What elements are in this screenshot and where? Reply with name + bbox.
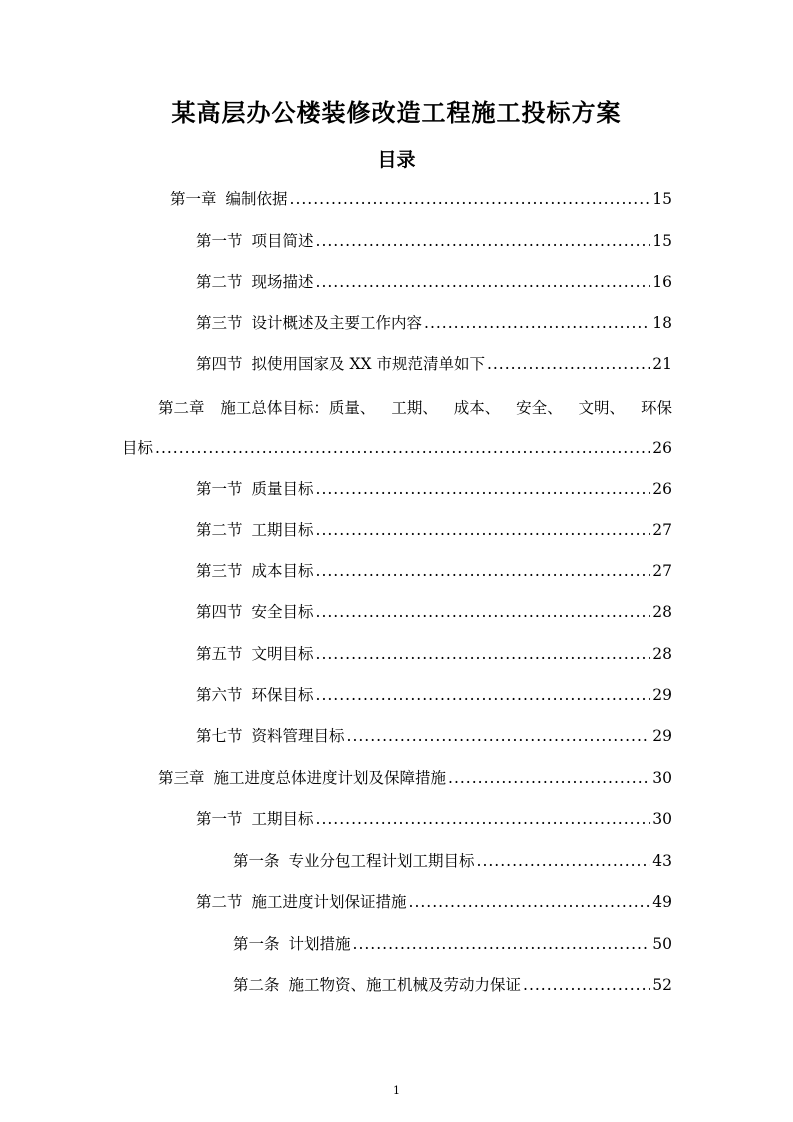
toc-entry-section[interactable] xyxy=(196,311,672,333)
toc-entry-section[interactable] xyxy=(196,352,672,374)
toc-number: 第四节 xyxy=(196,603,243,621)
toc-number: 第五节 xyxy=(196,645,243,663)
toc-leader xyxy=(409,893,651,911)
toc-entry-section[interactable] xyxy=(196,229,672,251)
toc-entry-section[interactable] xyxy=(196,600,672,622)
toc-number: 第二章 xyxy=(158,399,205,417)
toc-number: 第一章 xyxy=(170,190,217,208)
toc-title: 目标 xyxy=(122,439,154,457)
toc-entry-section[interactable] xyxy=(196,724,672,746)
toc-number: 第四节 xyxy=(196,355,243,373)
toc-page: 27 xyxy=(652,562,672,580)
toc-entry-chapter-line1[interactable] xyxy=(158,396,672,420)
toc-heading: 目录 xyxy=(377,149,416,171)
toc-leader xyxy=(316,562,651,580)
toc-entry-section[interactable] xyxy=(196,642,672,664)
toc-title: 工期目标 xyxy=(251,521,314,539)
toc-leader xyxy=(290,190,651,208)
page-number: 1 xyxy=(393,1084,400,1097)
toc-entry-section[interactable] xyxy=(196,477,672,499)
toc-leader xyxy=(448,769,650,787)
toc-page: 27 xyxy=(652,521,672,539)
toc-leader xyxy=(316,232,651,250)
toc-page: 29 xyxy=(652,727,672,745)
toc-title: 专业分包工程计划工期目标 xyxy=(288,852,475,870)
toc-leader xyxy=(316,521,651,539)
toc-page: 15 xyxy=(652,190,672,208)
toc-title: 编制依据 xyxy=(225,190,288,208)
toc-leader xyxy=(353,935,651,953)
toc-leader xyxy=(155,439,650,457)
toc-entry-article[interactable] xyxy=(233,973,672,995)
toc-leader xyxy=(316,273,651,291)
toc-page: 16 xyxy=(652,273,672,291)
toc-entry-section[interactable] xyxy=(196,270,672,292)
toc-page: 26 xyxy=(652,439,672,457)
toc-page: 26 xyxy=(652,480,672,498)
toc-entry-chapter[interactable] xyxy=(158,766,672,788)
toc-title-part: 安全、 xyxy=(516,399,563,417)
toc-leader xyxy=(316,603,651,621)
toc-title: 计划措施 xyxy=(288,935,351,953)
toc-number: 第三节 xyxy=(196,562,243,580)
toc-leader xyxy=(487,355,650,373)
toc-title: 成本目标 xyxy=(251,562,314,580)
toc-page: 50 xyxy=(652,935,672,953)
toc-title: 工期目标 xyxy=(251,810,314,828)
toc-number: 第一节 xyxy=(196,810,243,828)
toc-leader xyxy=(477,852,651,870)
toc-title: 现场描述 xyxy=(251,273,314,291)
toc-leader xyxy=(316,686,651,704)
toc-entry-section[interactable] xyxy=(196,518,672,540)
toc-page: 18 xyxy=(652,314,672,332)
toc-leader xyxy=(316,645,651,663)
toc-entry-section[interactable] xyxy=(196,683,672,705)
toc-page: 15 xyxy=(652,232,672,250)
toc-title: 质量目标 xyxy=(251,480,314,498)
toc-number: 第二节 xyxy=(196,273,243,291)
toc-entry-section[interactable] xyxy=(196,890,672,912)
toc-title: 设计概述及主要工作内容 xyxy=(251,314,423,332)
toc-number: 第一条 xyxy=(233,852,280,870)
toc-entry-article[interactable] xyxy=(233,932,672,954)
toc-leader xyxy=(424,314,650,332)
toc-number: 第二节 xyxy=(196,521,243,539)
toc-title: 施工物资、施工机械及劳动力保证 xyxy=(288,976,522,994)
toc-title: 资料管理目标 xyxy=(251,727,345,745)
toc-page: 21 xyxy=(652,355,672,373)
toc-number: 第一条 xyxy=(233,935,280,953)
toc-page: 49 xyxy=(652,893,672,911)
toc-number: 第二节 xyxy=(196,893,243,911)
document-title: 某高层办公楼装修改造工程施工投标方案 xyxy=(171,99,622,127)
toc-title-part: 环保 xyxy=(640,399,672,417)
toc-leader xyxy=(523,976,650,994)
toc-entry-section[interactable] xyxy=(196,807,672,829)
toc-leader xyxy=(316,810,651,828)
toc-number: 第三章 xyxy=(158,769,205,787)
toc-number: 第三节 xyxy=(196,314,243,332)
toc-number: 第二条 xyxy=(233,976,280,994)
toc-page: 28 xyxy=(652,645,672,663)
toc-leader xyxy=(316,480,651,498)
toc-page: 30 xyxy=(652,810,672,828)
toc-page: 43 xyxy=(652,852,672,870)
toc-number: 第六节 xyxy=(196,686,243,704)
toc-title: 环保目标 xyxy=(251,686,314,704)
toc-title: 项目简述 xyxy=(251,232,314,250)
toc-page: 30 xyxy=(652,769,672,787)
toc-number: 第七节 xyxy=(196,727,243,745)
toc-entry-article[interactable] xyxy=(233,849,672,871)
toc-title: 拟使用国家及 XX 市规范清单如下 xyxy=(251,355,485,373)
toc-title: 文明目标 xyxy=(251,645,314,663)
toc-page: 29 xyxy=(652,686,672,704)
toc-title-part: 施工总体目标：质量、 xyxy=(220,399,376,417)
toc-title-part: 成本、 xyxy=(453,399,501,417)
toc-entry-section[interactable] xyxy=(196,559,672,581)
toc-title-part: 文明、 xyxy=(578,399,626,417)
toc-page: 52 xyxy=(652,976,672,994)
toc-title-part: 工期、 xyxy=(391,399,438,417)
toc-leader xyxy=(347,727,651,745)
toc-title: 施工进度计划保证措施 xyxy=(251,893,407,911)
toc-title: 安全目标 xyxy=(251,603,314,621)
toc-number: 第一节 xyxy=(196,480,243,498)
toc-number: 第一节 xyxy=(196,232,243,250)
toc-title: 施工进度总体进度计划及保障措施 xyxy=(213,769,447,787)
toc-entry-chapter[interactable] xyxy=(170,187,672,209)
toc-entry-chapter-line2[interactable] xyxy=(122,436,672,458)
toc-page: 28 xyxy=(652,603,672,621)
